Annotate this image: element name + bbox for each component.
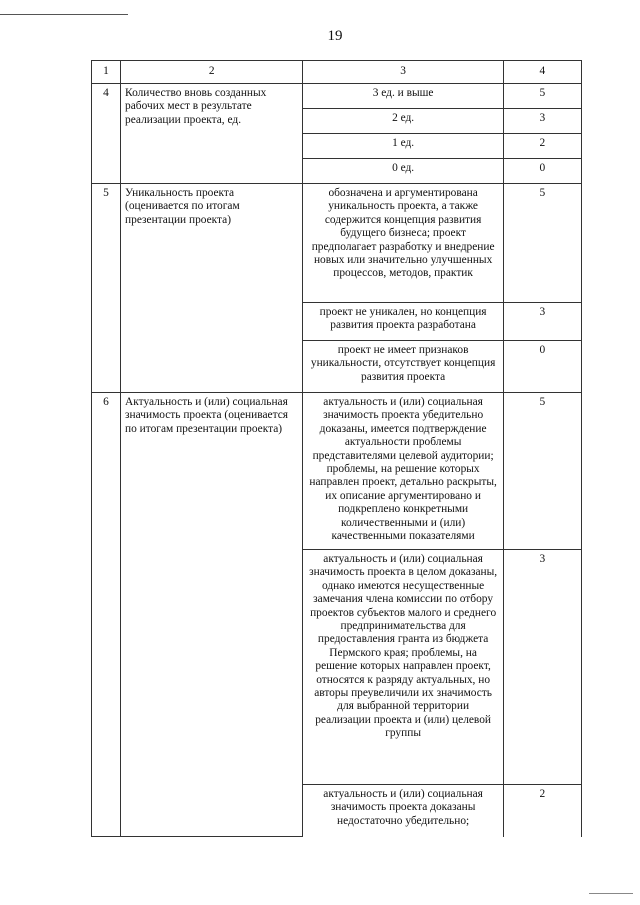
criterion-score: 5 — [503, 393, 581, 550]
criterion-score: 0 — [503, 341, 581, 393]
criterion-option: 1 ед. — [303, 134, 503, 159]
table-row — [92, 184, 582, 303]
row-number: 6 — [92, 393, 121, 837]
criterion-name: Актуальность и (или) социальная значимость проекта (оценивается по итогам презентации проекта) — [121, 393, 303, 837]
criterion-option: актуальность и (или) социальная значимость проекта доказаны недостаточно убедительно; — [303, 785, 503, 837]
criterion-score: 3 — [503, 303, 581, 341]
criteria-table — [91, 60, 582, 837]
top-edge-rule — [0, 14, 128, 15]
table-row — [92, 393, 582, 550]
criterion-score: 3 — [503, 109, 581, 134]
criterion-score: 2 — [503, 134, 581, 159]
header-cell: 2 — [121, 61, 303, 84]
header-cell: 4 — [503, 61, 581, 84]
criterion-score: 0 — [503, 159, 581, 184]
row-number: 4 — [92, 84, 121, 184]
criterion-option: 2 ед. — [303, 109, 503, 134]
header-cell: 3 — [303, 61, 503, 84]
criterion-score: 5 — [503, 184, 581, 303]
row-number: 5 — [92, 184, 121, 393]
criterion-option: актуальность и (или) социальная значимость проекта в целом доказаны, однако имеются несущественные замечания члена комиссии по отбору проектов субъектов малого и среднего предпринимательства для предоставления гранта из бюджета Пермского края; проблемы, на решение которых направлен проект, относятся к разряду актуальных, но авторы преувеличили их значимость для выбранной территории реализации проекта и (или) целевой группы — [303, 550, 503, 785]
criterion-name: Уникальность проекта (оценивается по итогам презентации проекта) — [121, 184, 303, 393]
table-header-row — [92, 61, 582, 84]
criterion-option: актуальность и (или) социальная значимость проекта убедительно доказаны, имеется подтверждение актуальности проблемы представителями целевой аудитории; проблемы, на решение которых направлен проект, детально раскрыты, их описание аргументировано и подкреплено конкретными количественными и (или) качественными показателями — [303, 393, 503, 550]
criterion-option: 0 ед. — [303, 159, 503, 184]
header-cell: 1 — [92, 61, 121, 84]
page-number: 19 — [327, 28, 343, 44]
criterion-option: проект не уникален, но концепция развития проекта разработана — [303, 303, 503, 341]
table-row — [92, 84, 582, 109]
criterion-score: 3 — [503, 550, 581, 785]
criterion-score: 2 — [503, 785, 581, 837]
criterion-score: 5 — [503, 84, 581, 109]
criterion-option: 3 ед. и выше — [303, 84, 503, 109]
criterion-option: проект не имеет признаков уникальности, отсутствует концепция развития проекта — [303, 341, 503, 393]
criterion-name: Количество вновь созданных рабочих мест в результате реализации проекта, ед. — [121, 84, 303, 184]
criterion-option: обозначена и аргументирована уникальность проекта, а также содержится концепция развития будущего бизнеса; проект предполагает разработку и внедрение новых или значительно улучшенных процессов, методов, практик — [303, 184, 503, 303]
bottom-edge-rule — [589, 893, 633, 894]
